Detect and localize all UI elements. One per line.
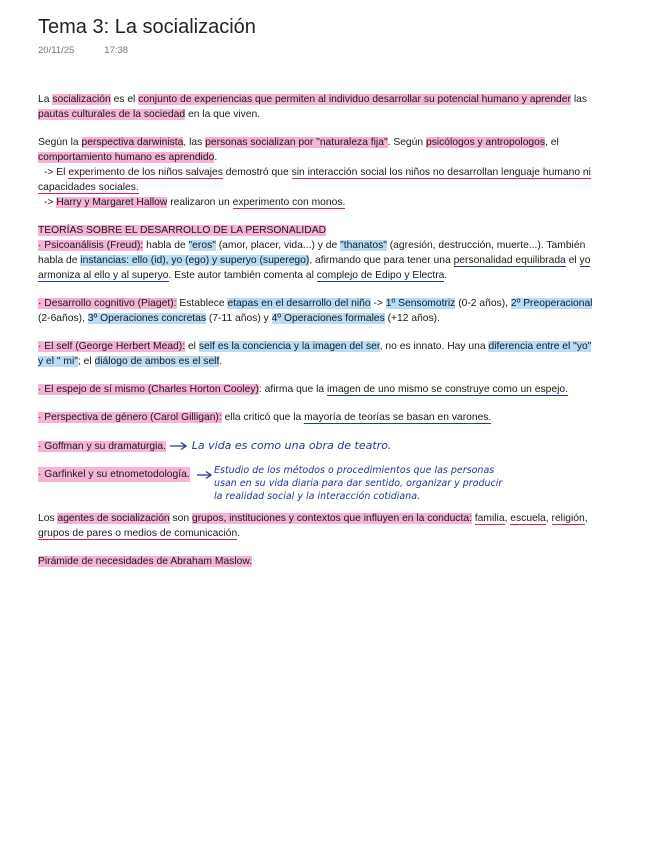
text: (amor, placer, vida...) y de [215,240,341,251]
paragraph-maslow [38,554,620,569]
underline: yo [579,255,591,266]
text: en la que viven. [185,109,261,120]
highlight: · Goffman y su dramaturgia. [38,441,167,452]
text: (agresión, destrucción, muerte...). También [386,240,586,251]
note-line: Estudio de los métodos o procedimientos que las personas [214,465,495,476]
highlight: y el " mi" [38,356,78,367]
highlight: 1º Sensomotriz [385,298,456,309]
highlight: "eros" [188,240,216,251]
theory-mead [38,339,620,369]
underline: experimento de los niños salvajes [68,167,223,178]
highlight: diferencia entre el "yo" [488,341,592,352]
text: . Según [387,137,426,148]
page-title: Tema 3: La socialización [38,16,256,38]
underline: personalidad equilibrada [453,255,566,266]
text: . [214,152,218,163]
paragraph-agentes [38,511,620,541]
text: , no es innato. Hay una [379,341,489,352]
highlight: · El self (George Herbert Mead): [38,341,186,352]
text: realizaron un [167,197,233,208]
text: . Este autor también comenta al [168,270,317,281]
text: habla de [38,255,81,266]
text: (7-11 años) y [206,313,272,324]
text: -> [370,298,386,309]
theory-garfinkel [38,467,620,511]
text: Según la [38,137,82,148]
highlight: instancias: ello (id), yo (ego) y superyo (superego) [80,255,310,266]
highlight: Harry y Margaret Hallow [56,197,168,208]
highlight: perspectiva darwinista [81,137,184,148]
highlight: · Perspectiva de género (Carol Gilligan): [38,412,222,423]
highlight: personas socializan por "naturaleza fija" [205,137,388,148]
highlight: self es la conciencia y la imagen del ser [198,341,380,352]
highlight: 2º Preoperacional [510,298,593,309]
handwritten-note [214,464,614,503]
theory-goffman [38,438,620,454]
highlight: diálogo de ambos es el self [94,356,220,367]
highlight: etapas en el desarrollo del niño [227,298,371,309]
heading-text: TEORÍAS SOBRE EL DESARROLLO DE LA PERSONALIDAD [38,225,327,236]
text: La [38,94,53,105]
highlight: comportamiento humano es aprendido [38,152,215,163]
underline: escuela [510,513,546,524]
text: , [545,513,552,524]
text: . [444,270,448,281]
highlight: grupos, instituciones y contextos que influyen en la conducta: [192,513,472,524]
note-line: usan en su vida diaria para dar sentido, organizar y producir [214,478,503,489]
text: -> El [44,167,69,178]
text: (+12 años). [384,313,440,324]
highlight: 3º Operaciones concretas [87,313,207,324]
text: Establece [176,298,228,309]
text: (0-2 años), [455,298,511,309]
theory-freud [38,238,620,283]
theory-cooley [38,382,620,397]
highlight: psicólogos y antropologos [425,137,546,148]
underline: mayoría de teorías se basan en varones. [304,412,492,423]
paragraph-socializacion [38,92,620,122]
underline: armoniza al ello y al superyo [38,270,169,281]
note-time: 17:38 [104,45,129,56]
highlight: agentes de socialización [57,513,170,524]
highlight: · El espejo de sí mismo (Charles Horton Cooley) [38,384,259,395]
highlight: · Desarrollo cognitivo (Piaget): [38,298,177,309]
highlight: pautas culturales de la sociedad [38,109,186,120]
underline: complejo de Edipo y Electra [316,270,445,281]
text: , afirmando que para tener una [309,255,454,266]
text: : afirma que la [258,384,327,395]
text: el [185,341,199,352]
highlight: 4º Operaciones formales [271,313,385,324]
highlight: · Psicoanálisis (Freud): [38,240,144,251]
highlight: conjunto de experiencias que permiten al individuo desarrollar su potencial humano y aprender [138,94,571,105]
theory-piaget [38,296,620,326]
underline: experimento con monos. [232,197,346,208]
text: , las [183,137,206,148]
underline: grupos de pares o medios de comunicación [38,528,238,539]
text: demostró que [222,167,292,178]
text: Los [38,513,58,524]
text: es el [110,94,139,105]
theory-gilligan [38,410,620,425]
note-line: la realidad social y la interacción cotidiana. [214,491,421,502]
text: , [504,513,511,524]
arrow-right-icon [169,441,189,451]
text: -> [44,197,57,208]
text: . [237,528,241,539]
highlight: socialización [52,94,111,105]
note-body [38,92,620,569]
text: , el [545,137,559,148]
note-meta [38,45,128,56]
paragraph-perspectivas [38,135,620,210]
note-date: 20/11/25 [38,45,75,56]
text: (2-6años), [38,313,88,324]
underline: imagen de uno mismo se construye como un espejo. [327,384,568,395]
underline: sin interacción social los niños no desarrollan lenguaje humano ni [291,167,591,178]
text: , [584,513,588,524]
text: . [219,356,223,367]
arrow-right-icon [196,470,214,480]
underline: capacidades sociales. [38,182,139,193]
text: el [565,255,580,266]
handwritten-note: La vida es como una obra de teatro. [191,439,392,452]
text: ; el [77,356,95,367]
highlight: · Garfinkel y su etnometodología. [38,469,190,480]
underline: familia [474,513,505,524]
highlight: Pirámide de necesidades de Abraham Maslow. [38,556,253,567]
text: son [169,513,192,524]
text: las [570,94,587,105]
text: habla de [143,240,189,251]
section-heading [38,223,620,238]
underline: religión [551,513,585,524]
highlight: "thanatos" [340,240,387,251]
text: ella criticó que la [221,412,305,423]
